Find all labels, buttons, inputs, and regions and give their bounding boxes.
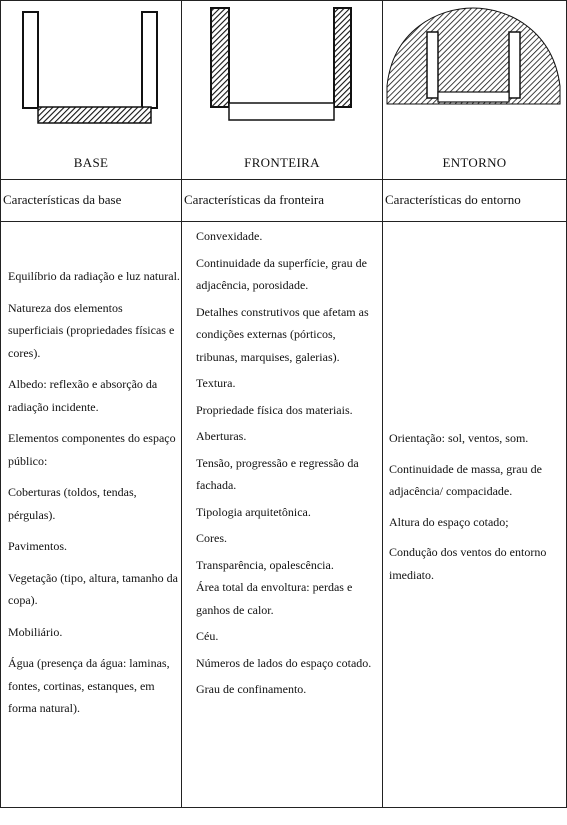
list-item: Água (presença da água: laminas, fontes, cortinas, estanques, em forma natural).	[8, 656, 170, 715]
fronteira-diagram	[182, 0, 382, 148]
header-fronteira: FRONTEIRA	[244, 155, 320, 170]
list-item: Pavimentos.	[8, 539, 67, 553]
header-entorno: ENTORNO	[442, 155, 507, 170]
list-item: Orientação: sol, ventos, som.	[389, 431, 529, 445]
fronteira-characteristics-list	[196, 225, 380, 701]
list-item: Tipologia arquitetônica.	[196, 504, 311, 519]
list-item: Cores.	[196, 531, 227, 545]
list-item: Continuidade da superfície, grau de adjacência, porosidade.	[196, 255, 367, 292]
list-item: Detalhes construtivos que afetam as condições externas (pórticos, tribunas, marquises, galerias).	[196, 304, 369, 364]
list-item: Continuidade de massa, grau de adjacência/ compacidade.	[389, 461, 542, 498]
list-item: Convexidade.	[196, 229, 263, 243]
list-item: Albedo: reflexão e absorção da radiação incidente.	[8, 377, 158, 414]
list-item: Textura.	[196, 376, 236, 390]
entorno-characteristics-list	[389, 427, 563, 594]
list-item: Coberturas (toldos, tendas, pérgulas).	[8, 485, 137, 522]
list-item: Área total da envoltura: perdas e ganhos de calor.	[196, 580, 353, 617]
list-item: Tensão, progressão e regressão da fachada.	[196, 455, 359, 492]
list-item: Grau de confinamento.	[196, 682, 307, 696]
list-item: Números de lados do espaço cotado.	[196, 655, 372, 670]
table-border-bottom	[0, 807, 567, 808]
base-diagram	[1, 0, 181, 148]
list-item: Vegetação (tipo, altura, tamanho da copa).	[8, 570, 178, 607]
list-item: Céu.	[196, 629, 219, 643]
header-base: BASE	[73, 155, 109, 170]
base-characteristics-list	[8, 265, 180, 729]
subheader-divider	[0, 221, 567, 222]
list-item: Natureza dos elementos superficiais (propriedades físicas e cores).	[8, 300, 175, 360]
entorno-diagram	[383, 0, 566, 148]
list-item: Altura do espaço cotado;	[389, 514, 509, 529]
list-item: Propriedade física dos materiais.	[196, 402, 353, 417]
list-item: Aberturas.	[196, 429, 247, 443]
list-item: Elementos componentes do espaço público:	[8, 431, 176, 468]
list-item: Condução dos ventos do entorno imediato.	[389, 545, 547, 582]
list-item: Transparência, opalescência.	[196, 557, 334, 572]
list-item: Equilíbrio da radiação e luz natural.	[8, 269, 180, 283]
subheader-fronteira: Características da fronteira	[184, 192, 325, 207]
list-item: Mobiliário.	[8, 624, 63, 639]
subheader-base: Características da base	[3, 192, 122, 207]
subheader-entorno: Características do entorno	[385, 192, 521, 207]
